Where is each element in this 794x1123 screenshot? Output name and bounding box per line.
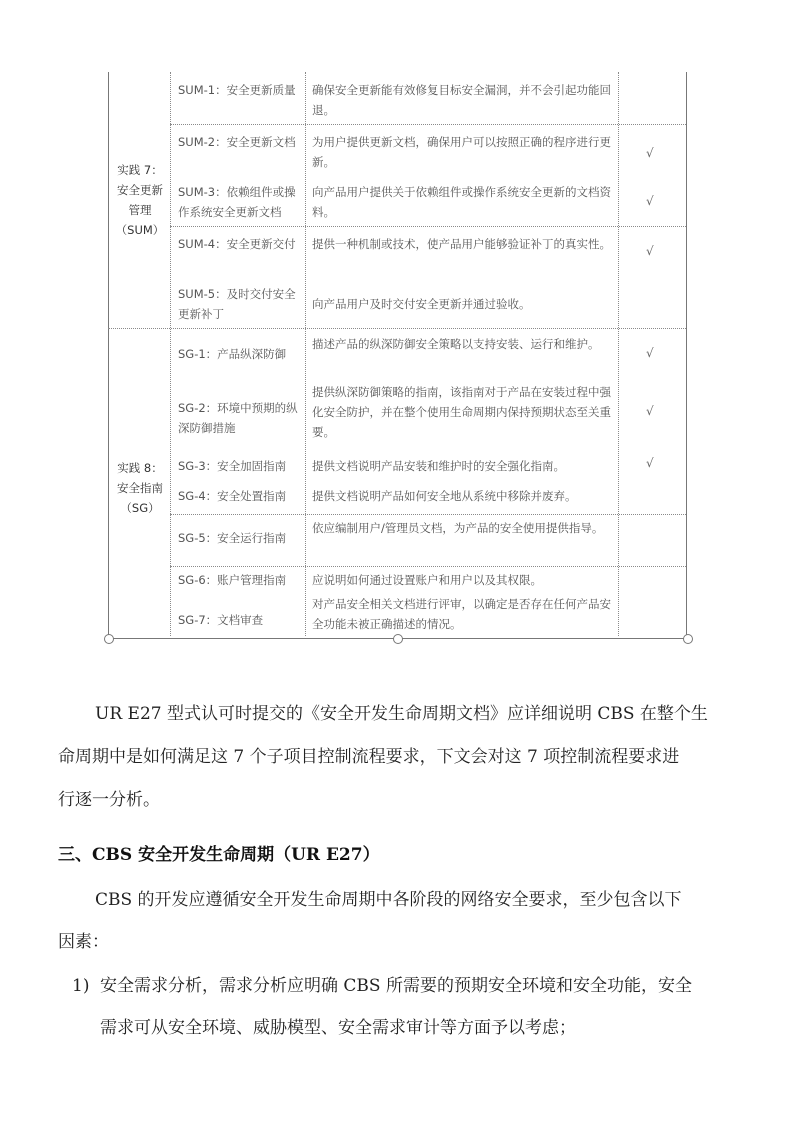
check-mark: √ [646,194,654,208]
paragraph-line: 行逐一分析。 [58,790,160,810]
sg-4-id: SG-4：安全处置指南 [178,489,287,503]
table-border-left [108,72,109,640]
table-resize-handle[interactable] [104,634,114,644]
sg-6-desc: 应说明如何通过设置账户和用户以及其权限。 [312,573,542,587]
sg-6-id: SG-6：账户管理指南 [178,573,287,587]
row-divider [170,124,686,125]
row-divider [108,328,686,329]
sg-2-desc: 提供纵深防御策略的指南，该指南对于产品在安装过程中强化安全防护，并在整个使用生命周期内保持预期状态至关重要。 [312,385,611,439]
sg-3-id: SG-3：安全加固指南 [178,459,287,473]
sg-5-id: SG-5：安全运行指南 [178,531,287,545]
requirements-table [108,72,688,640]
paragraph-line: CBS 的开发应遵循安全开发生命周期中各阶段的网络安全要求，至少包含以下 [95,890,682,910]
sum-3-id: SUM-3：依赖组件或操作系统安全更新文档 [178,185,296,219]
list-item-line: 安全需求分析，需求分析应明确 CBS 所需要的预期安全环境和安全功能，安全 [100,976,692,996]
sg-5-desc: 依应编制用户/管理员文档，为产品的安全使用提供指导。 [312,521,604,535]
row-divider [170,566,686,567]
practice-7-label: 实践 7：安全更新管理（SUM） [115,163,165,237]
sg-1-desc: 描述产品的纵深防御安全策略以支持安装、运行和维护。 [312,337,600,351]
sum-5-id: SUM-5：及时交付安全更新补丁 [178,287,296,321]
sg-7-id: SG-7：文档审查 [178,613,264,627]
paragraph-line: 命周期中是如何满足这 7 个子项目控制流程要求，下文会对这 7 项控制流程要求进 [58,747,680,767]
check-mark: √ [646,244,654,258]
list-marker: 1) [72,976,90,996]
table-resize-handle[interactable] [683,634,693,644]
sum-1-id: SUM-1：安全更新质量 [178,83,296,97]
sum-5-desc: 向产品用户及时交付安全更新并通过验收。 [312,297,531,311]
sum-1-desc: 确保安全更新能有效修复目标安全漏洞，并不会引起功能回退。 [312,83,611,117]
list-item-line: 需求可从安全环境、威胁模型、安全需求审计等方面予以考虑； [100,1018,576,1038]
table-resize-handle[interactable] [393,634,403,644]
paragraph-line: 因素： [58,932,109,952]
paragraph-line: UR E27 型式认可时提交的《安全开发生命周期文档》应详细说明 CBS 在整个生 [95,704,708,724]
sum-4-id: SUM-4：安全更新交付 [178,237,296,251]
sg-4-desc: 提供文档说明产品如何安全地从系统中移除并废弃。 [312,489,577,503]
sum-3-desc: 向产品用户提供关于依赖组件或操作系统安全更新的文档资料。 [312,185,611,219]
sum-2-desc: 为用户提供更新文档，确保用户可以按照正确的程序进行更新。 [312,135,611,169]
sum-2-id: SUM-2：安全更新文档 [178,135,296,149]
check-mark: √ [646,146,654,160]
check-mark: √ [646,456,654,470]
sum-4-desc: 提供一种机制或技术，使产品用户能够验证补丁的真实性。 [312,237,611,251]
practice-8-label: 实践 8：安全指南（SG） [117,461,163,515]
row-divider [170,514,686,515]
check-mark: √ [646,346,654,360]
table-column-divider [618,72,619,636]
sg-7-desc: 对产品安全相关文档进行评审，以确定是否存在任何产品安全功能未被正确描述的情况。 [312,597,611,631]
table-column-divider [170,72,171,636]
sg-1-id: SG-1：产品纵深防御 [178,347,287,361]
row-divider [170,226,686,227]
sg-3-desc: 提供文档说明产品安装和维护时的安全强化指南。 [312,459,565,473]
section-heading: 三、CBS 安全开发生命周期（UR E27） [58,845,380,865]
table-border-right [686,72,687,640]
sg-2-id: SG-2：环境中预期的纵深防御措施 [178,401,298,435]
check-mark: √ [646,404,654,418]
table-column-divider [305,72,306,636]
